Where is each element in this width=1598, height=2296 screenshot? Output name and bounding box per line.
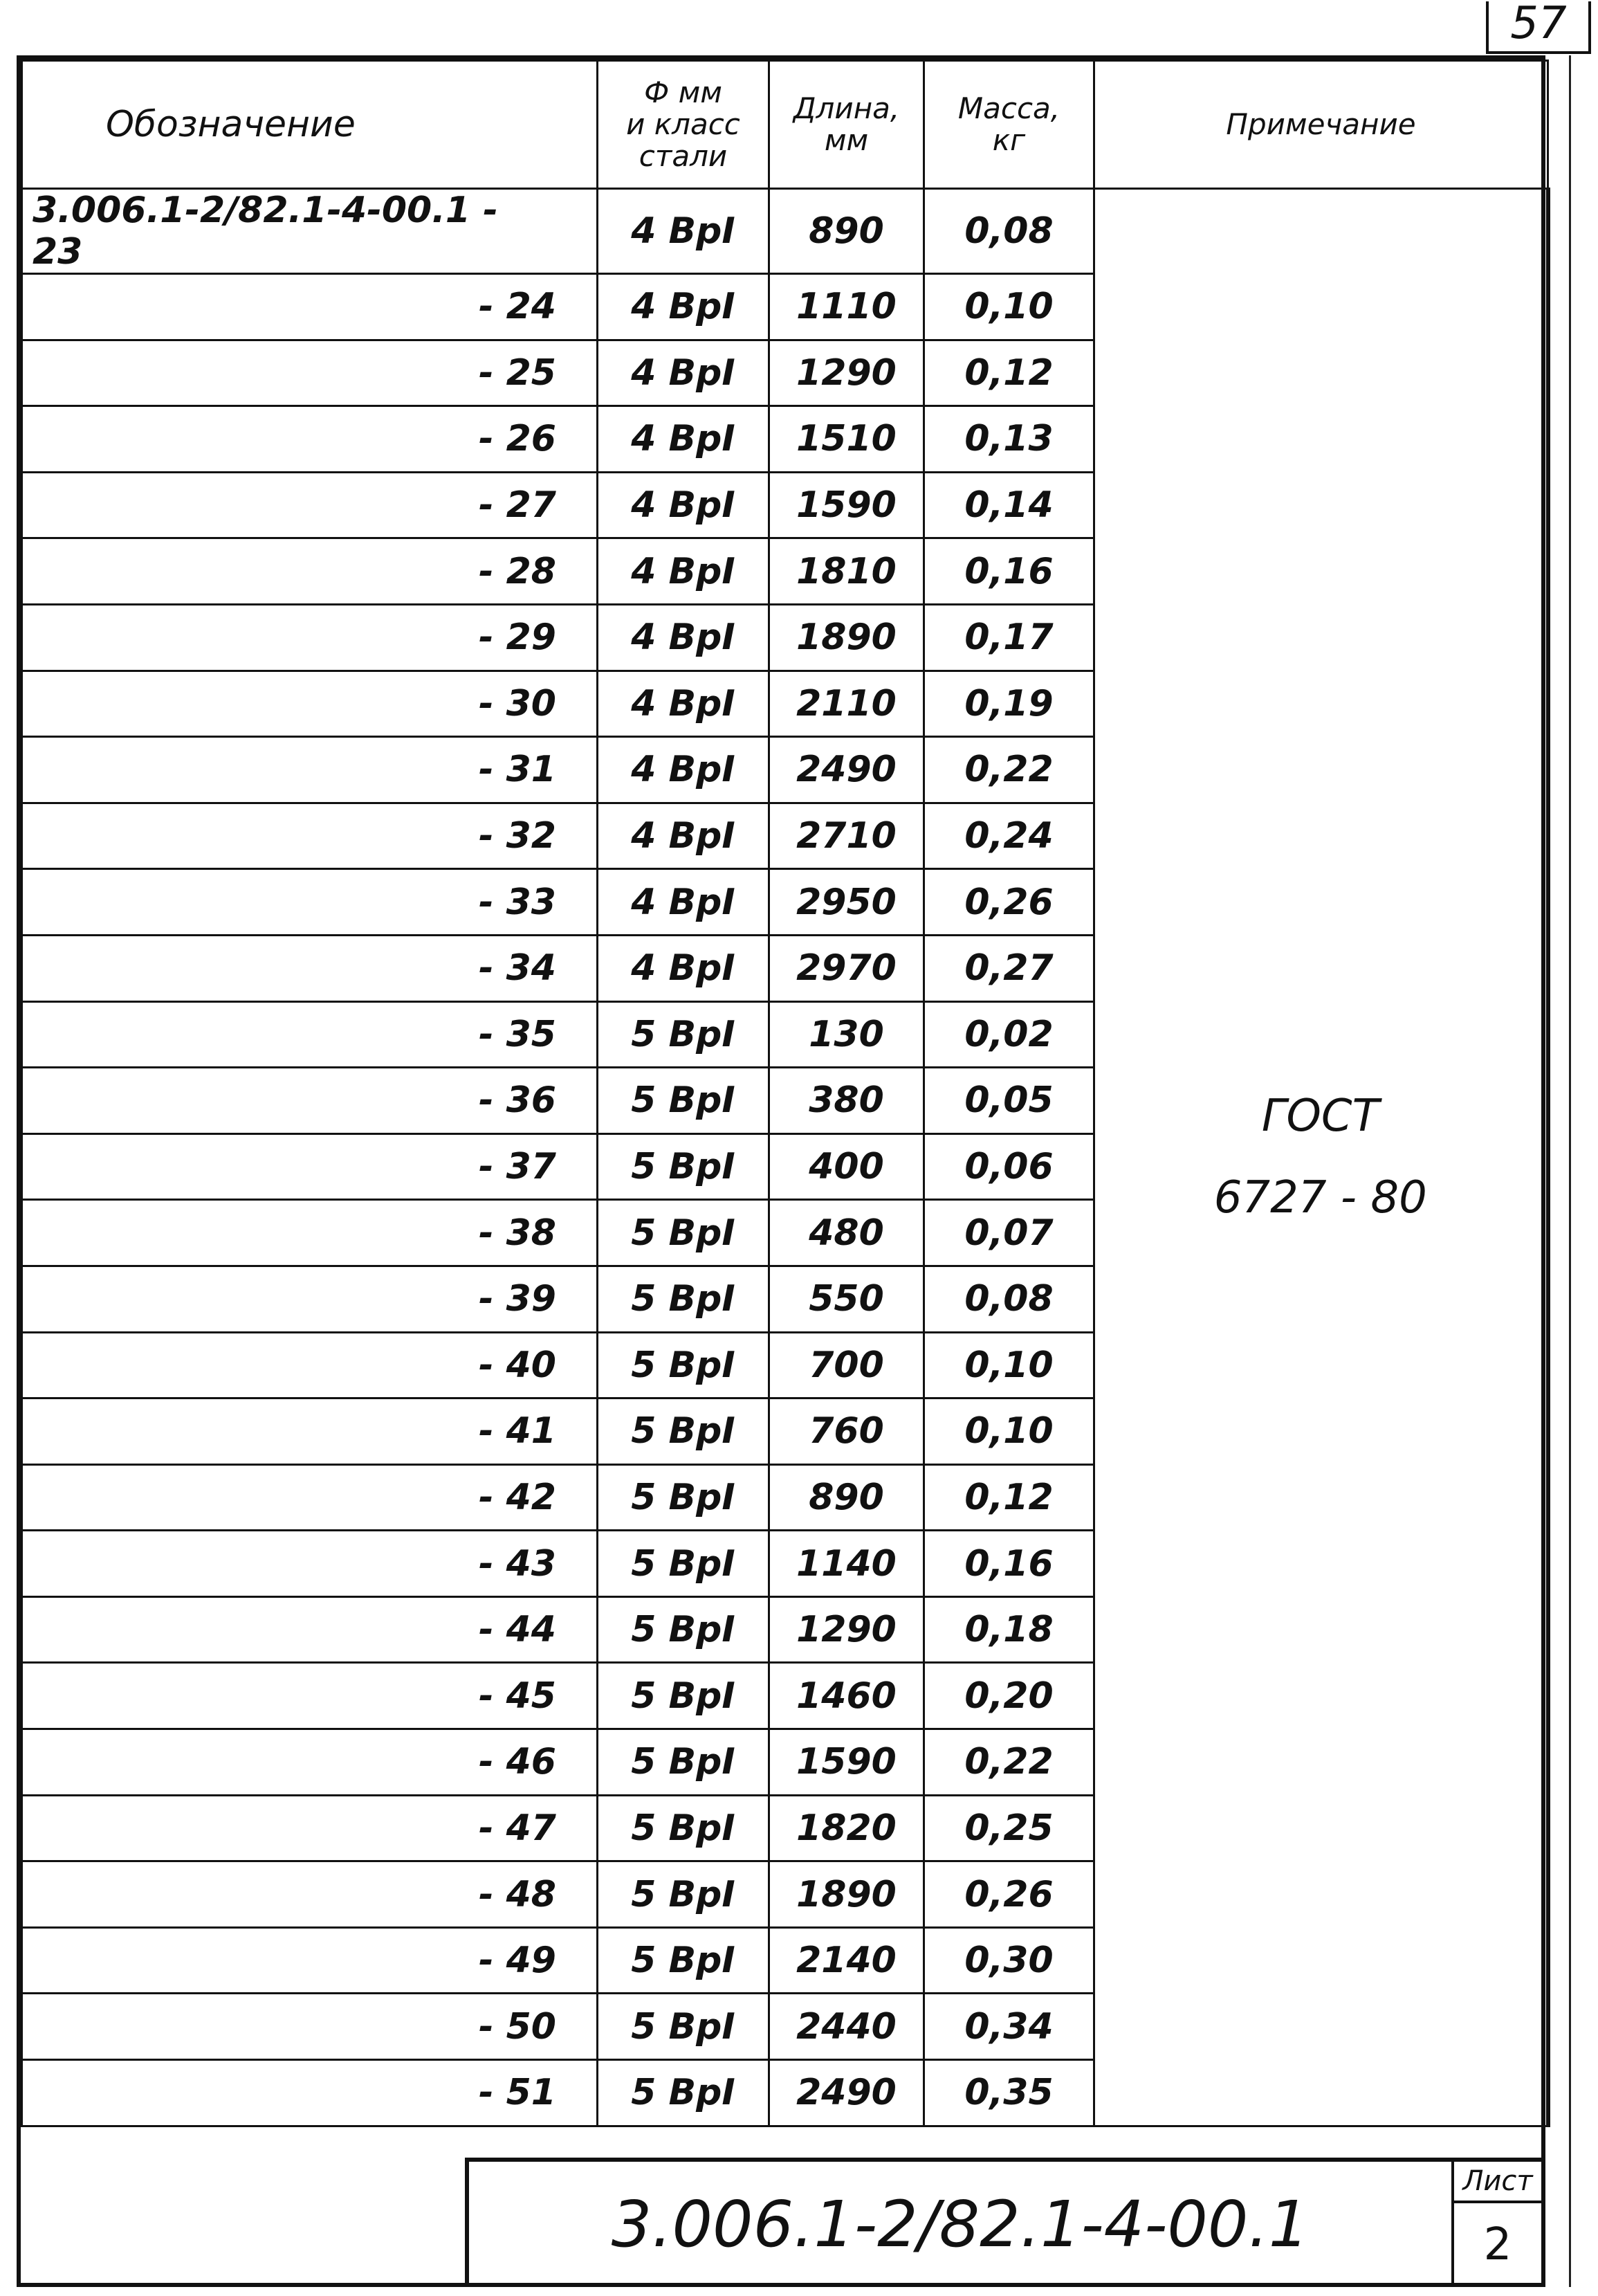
table-header-row	[22, 61, 1548, 189]
table-row	[22, 189, 1548, 274]
designation-cell: - 37	[22, 1133, 598, 1200]
note-cell	[1094, 189, 1548, 2126]
designation-cell: - 44	[22, 1596, 598, 1663]
designation-cell: - 50	[22, 1994, 598, 2060]
header-mass: Масса, кг	[924, 61, 1094, 189]
designation-cell: - 49	[22, 1927, 598, 1994]
steel-cell: 5 ВрI	[598, 1200, 769, 1266]
mass-cell: 0,12	[924, 340, 1094, 406]
mass-cell: 0,16	[924, 538, 1094, 605]
title-block	[465, 2158, 1541, 2287]
length-cell: 1110	[769, 274, 924, 340]
steel-cell: 4 ВрI	[598, 189, 769, 274]
length-cell: 760	[769, 1398, 924, 1465]
length-cell: 2490	[769, 2060, 924, 2126]
designation-cell: - 42	[22, 1464, 598, 1531]
designation-cell: - 38	[22, 1200, 598, 1266]
designation-cell: - 51	[22, 2060, 598, 2126]
designation-cell: - 45	[22, 1663, 598, 1729]
steel-cell: 5 ВрI	[598, 1861, 769, 1928]
designation-cell: - 30	[22, 671, 598, 737]
steel-cell: 4 ВрI	[598, 935, 769, 1001]
designation-cell: - 43	[22, 1531, 598, 1597]
length-cell: 1510	[769, 406, 924, 473]
mass-cell: 0,25	[924, 1795, 1094, 1861]
designation-cell: - 32	[22, 803, 598, 869]
steel-cell: 5 ВрI	[598, 1994, 769, 2060]
designation-cell: - 25	[22, 340, 598, 406]
mass-cell: 0,14	[924, 472, 1094, 538]
designation-cell: - 28	[22, 538, 598, 605]
mass-cell: 0,26	[924, 1861, 1094, 1928]
header-steel: Ф мм и класс стали	[598, 61, 769, 189]
sheet-cell	[1451, 2162, 1541, 2287]
length-cell: 1810	[769, 538, 924, 605]
designation-cell: - 47	[22, 1795, 598, 1861]
length-cell: 890	[769, 1464, 924, 1531]
length-cell: 890	[769, 189, 924, 274]
length-cell: 1140	[769, 1531, 924, 1597]
steel-cell: 5 ВрI	[598, 1927, 769, 1994]
length-cell: 1460	[769, 1663, 924, 1729]
steel-cell: 5 ВрI	[598, 1398, 769, 1465]
length-cell: 550	[769, 1266, 924, 1332]
steel-cell: 4 ВрI	[598, 406, 769, 473]
designation-cell: - 27	[22, 472, 598, 538]
mass-cell: 0,10	[924, 1332, 1094, 1398]
steel-cell: 5 ВрI	[598, 1729, 769, 1796]
steel-cell: 5 ВрI	[598, 1596, 769, 1663]
steel-cell: 4 ВрI	[598, 803, 769, 869]
steel-cell: 5 ВрI	[598, 1266, 769, 1332]
table-body	[22, 189, 1548, 2126]
mass-cell: 0,22	[924, 737, 1094, 803]
page-number: 57	[1486, 1, 1591, 54]
length-cell: 2950	[769, 869, 924, 936]
length-cell: 1290	[769, 340, 924, 406]
steel-cell: 5 ВрI	[598, 1464, 769, 1531]
designation-cell: - 35	[22, 1001, 598, 1068]
header-length: Длина, мм	[769, 61, 924, 189]
length-cell: 1890	[769, 1861, 924, 1928]
mass-cell: 0,17	[924, 604, 1094, 671]
mass-cell: 0,16	[924, 1531, 1094, 1597]
length-cell: 1590	[769, 1729, 924, 1796]
steel-cell: 4 ВрI	[598, 538, 769, 605]
mass-cell: 0,10	[924, 1398, 1094, 1465]
sheet-number: 2	[1483, 2219, 1512, 2270]
mass-cell: 0,30	[924, 1927, 1094, 1994]
mass-cell: 0,02	[924, 1001, 1094, 1068]
steel-cell: 4 ВрI	[598, 340, 769, 406]
mass-cell: 0,06	[924, 1133, 1094, 1200]
mass-cell: 0,10	[924, 274, 1094, 340]
designation-cell: - 39	[22, 1266, 598, 1332]
sheet-label: Лист	[1454, 2162, 1541, 2203]
mass-cell: 0,24	[924, 803, 1094, 869]
steel-cell: 4 ВрI	[598, 604, 769, 671]
steel-cell: 5 ВрI	[598, 1332, 769, 1398]
designation-cell: - 40	[22, 1332, 598, 1398]
designation-cell: - 31	[22, 737, 598, 803]
steel-cell: 5 ВрI	[598, 2060, 769, 2126]
steel-cell: 5 ВрI	[598, 1068, 769, 1134]
steel-cell: 4 ВрI	[598, 737, 769, 803]
steel-cell: 4 ВрI	[598, 671, 769, 737]
document-code: 3.006.1-2/82.1-4-00.1	[611, 2187, 1310, 2261]
designation-cell: - 26	[22, 406, 598, 473]
mass-cell: 0,20	[924, 1663, 1094, 1729]
note-text: 6727 - 80	[1213, 1172, 1427, 1224]
mass-cell: 0,18	[924, 1596, 1094, 1663]
designation-cell: - 48	[22, 1861, 598, 1928]
length-cell: 1290	[769, 1596, 924, 1663]
mass-cell: 0,07	[924, 1200, 1094, 1266]
steel-cell: 5 ВрI	[598, 1001, 769, 1068]
steel-cell: 4 ВрI	[598, 472, 769, 538]
length-cell: 2440	[769, 1994, 924, 2060]
steel-cell: 5 ВрI	[598, 1663, 769, 1729]
length-cell: 2490	[769, 737, 924, 803]
header-note: Примечание	[1094, 61, 1548, 189]
length-cell: 380	[769, 1068, 924, 1134]
length-cell: 2710	[769, 803, 924, 869]
length-cell: 2140	[769, 1927, 924, 1994]
length-cell: 1820	[769, 1795, 924, 1861]
designation-cell: - 41	[22, 1398, 598, 1465]
length-cell: 480	[769, 1200, 924, 1266]
mass-cell: 0,34	[924, 1994, 1094, 2060]
mass-cell: 0,08	[924, 189, 1094, 274]
steel-cell: 5 ВрI	[598, 1133, 769, 1200]
mass-cell: 0,26	[924, 869, 1094, 936]
designation-cell: - 29	[22, 604, 598, 671]
length-cell: 1890	[769, 604, 924, 671]
steel-cell: 5 ВрI	[598, 1795, 769, 1861]
steel-cell: 5 ВрI	[598, 1531, 769, 1597]
mass-cell: 0,13	[924, 406, 1094, 473]
designation-cell: - 46	[22, 1729, 598, 1796]
designation-cell: - 36	[22, 1068, 598, 1134]
specification-table	[21, 60, 1550, 2127]
steel-cell: 4 ВрI	[598, 869, 769, 936]
mass-cell: 0,22	[924, 1729, 1094, 1796]
mass-cell: 0,08	[924, 1266, 1094, 1332]
length-cell: 2110	[769, 671, 924, 737]
note-text: ГОСТ	[1261, 1091, 1379, 1142]
mass-cell: 0,12	[924, 1464, 1094, 1531]
length-cell: 700	[769, 1332, 924, 1398]
designation-cell: 3.006.1-2/82.1-4-00.1 - 23	[22, 189, 598, 274]
mass-cell: 0,19	[924, 671, 1094, 737]
designation-cell: - 33	[22, 869, 598, 936]
mass-cell: 0,35	[924, 2060, 1094, 2126]
length-cell: 130	[769, 1001, 924, 1068]
length-cell: 400	[769, 1133, 924, 1200]
mass-cell: 0,05	[924, 1068, 1094, 1134]
designation-cell: - 24	[22, 274, 598, 340]
mass-cell: 0,27	[924, 935, 1094, 1001]
length-cell: 2970	[769, 935, 924, 1001]
designation-cell: - 34	[22, 935, 598, 1001]
header-designation: Обозначение	[22, 61, 598, 189]
length-cell: 1590	[769, 472, 924, 538]
steel-cell: 4 ВрI	[598, 274, 769, 340]
frame-side-line	[1569, 55, 1571, 2287]
